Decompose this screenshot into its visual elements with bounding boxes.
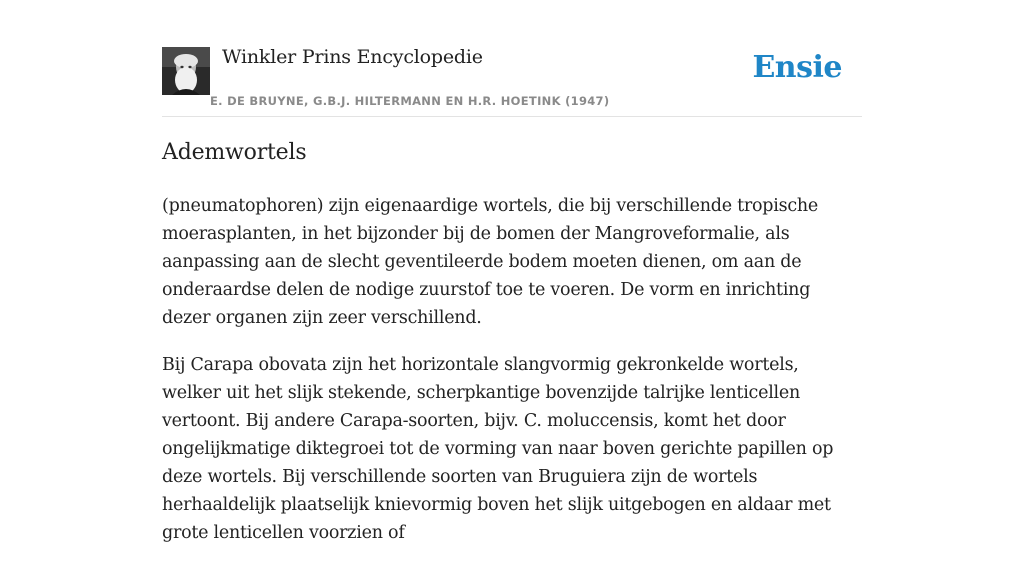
author-portrait-icon [162,47,210,95]
article-paragraph: (pneumatophoren) zijn eigenaardige wortels, die bij verschillende tropische moerasplanten, in het bijzonder bij de bomen der Mangroveformalie, als aanpassing aan de slecht geventileerde bodem moeten dienen, om aan de onderaardse delen de nodige zuurstof toe te voeren. De vorm en inrichting dezer organen zijn zeer verschillend. [162,196,818,328]
article-title: Ademwortels [162,140,307,165]
article-paragraph: Bij Carapa obovata zijn het horizontale slangvormig gekronkelde wortels, welker uit het slijk stekende, scherpkantige bovenzijde talrijke lenticellen vertoont. Bij andere Carapa-soorten, bijv. C. moluccensis, komt het door ongelijkmatige diktegroei tot de vorming van naar boven gerichte papillen op deze wortels. Bij verschillende soorten van Bruguiera zijn de wortels herhaaldelijk plaatselijk knievormig boven het slijk uitgebogen en aldaar met grote lenticellen voorzien of [162,355,834,543]
encyclopedia-name[interactable]: Winkler Prins Encyclopedie [222,46,483,68]
author-avatar[interactable] [162,47,210,95]
page-header [162,0,862,117]
article-body [162,192,862,566]
author-credits: E. DE BRUYNE, G.B.J. HILTERMANN EN H.R. HOETINK (1947) [210,94,610,108]
ensie-logo[interactable]: Ensie [752,50,842,85]
